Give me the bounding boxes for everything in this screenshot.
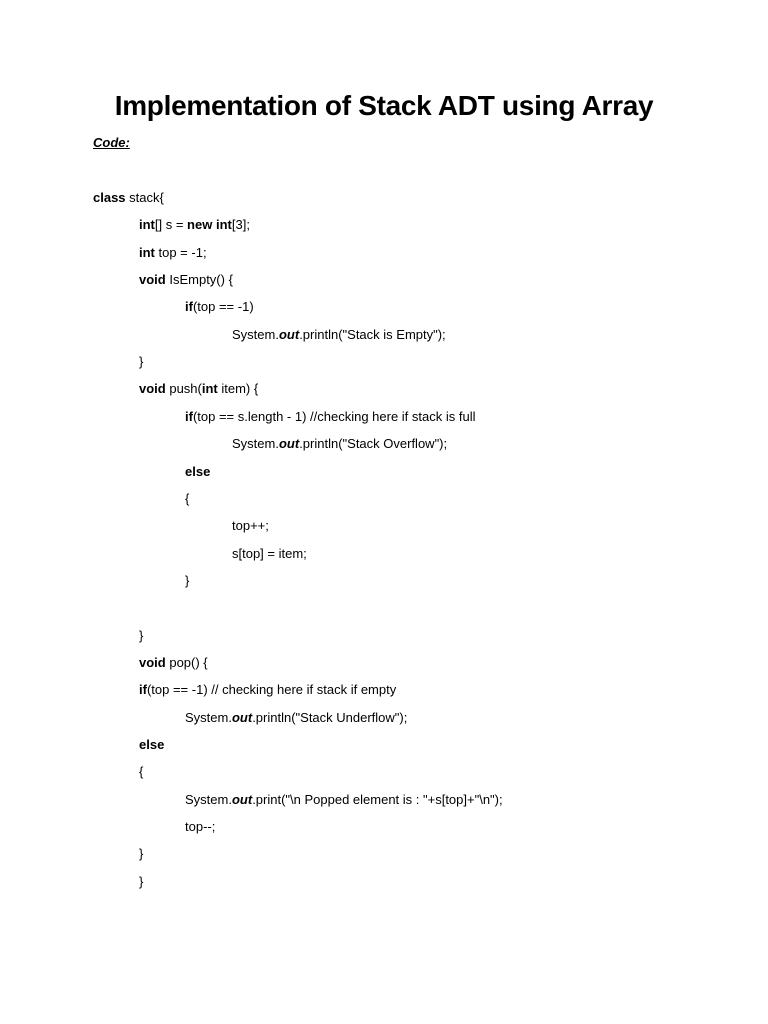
code-text: System. [185, 791, 232, 807]
code-keyword: int [215, 217, 232, 233]
code-line [93, 189, 164, 207]
code-keyword: void [139, 272, 166, 288]
code-keyword: if [185, 408, 193, 424]
code-text: IsEmpty() { [165, 272, 233, 288]
code-text: top++; [232, 518, 269, 534]
code-text: push( [165, 381, 202, 397]
code-field: out [278, 436, 300, 452]
code-line [139, 654, 208, 672]
code-line [139, 736, 164, 754]
document-title: Implementation of Stack ADT using Array [114, 90, 654, 121]
code-text: [3]; [231, 217, 250, 233]
code-text: .println("Stack Underflow"); [252, 709, 408, 725]
code-text: } [139, 354, 144, 370]
code-keyword: void [139, 381, 166, 397]
code-text: (top == -1) [192, 299, 254, 315]
code-line [139, 845, 143, 863]
code-keyword: else [185, 463, 211, 479]
code-keyword: if [185, 299, 193, 315]
code-text: } [139, 873, 144, 889]
code-text: item) { [217, 381, 259, 397]
code-text: { [185, 490, 190, 506]
code-line [185, 490, 189, 508]
code-line [139, 271, 233, 289]
code-line [185, 818, 215, 836]
code-line [232, 326, 446, 344]
code-line [139, 627, 143, 645]
code-line [185, 709, 407, 727]
code-text: top--; [185, 819, 216, 835]
code-text: (top == -1) // checking here if stack if empty [146, 682, 397, 698]
code-line [185, 791, 503, 809]
code-text: } [185, 572, 190, 588]
code-field: out [231, 709, 253, 725]
code-text: System. [185, 709, 232, 725]
code-text: pop() { [165, 654, 208, 670]
code-line [139, 873, 143, 891]
code-line [139, 216, 250, 234]
code-text: .println("Stack is Empty"); [299, 326, 446, 342]
code-keyword: if [139, 682, 147, 698]
code-text: s[top] = item; [232, 545, 307, 561]
code-text: top = -1; [154, 244, 207, 260]
code-keyword: int [139, 217, 155, 233]
code-text: .println("Stack Overflow"); [299, 436, 448, 452]
code-text: stack{ [125, 190, 164, 205]
code-field: out [231, 791, 253, 807]
code-text: .print("\n Popped element is : "+s[top]+"\n"); [252, 791, 503, 807]
code-line [232, 435, 447, 453]
code-line [139, 380, 258, 398]
code-line [139, 353, 143, 371]
code-text: } [139, 846, 144, 862]
code-keyword: else [139, 737, 165, 752]
code-text: System. [232, 436, 279, 452]
code-line [139, 244, 207, 262]
code-keyword: int [201, 381, 218, 397]
code-line [139, 763, 143, 781]
code-line [185, 408, 475, 426]
code-text: { [139, 764, 144, 780]
code-keyword: int [139, 244, 155, 260]
code-line [232, 545, 307, 563]
code-text: System. [232, 326, 279, 342]
code-line [185, 463, 210, 481]
code-keyword: new [187, 217, 213, 233]
code-keyword: void [139, 654, 166, 670]
code-line [185, 572, 189, 590]
code-heading: Code: [93, 135, 130, 150]
code-line [232, 517, 269, 535]
code-text: (top == s.length - 1) //checking here if stack is full [192, 408, 476, 424]
code-block [93, 0, 713, 1024]
code-keyword: class [93, 190, 126, 205]
code-text: } [139, 627, 144, 643]
code-text: [] s = [154, 217, 188, 233]
code-field: out [278, 326, 300, 342]
code-line [185, 298, 254, 316]
code-line [139, 681, 396, 699]
